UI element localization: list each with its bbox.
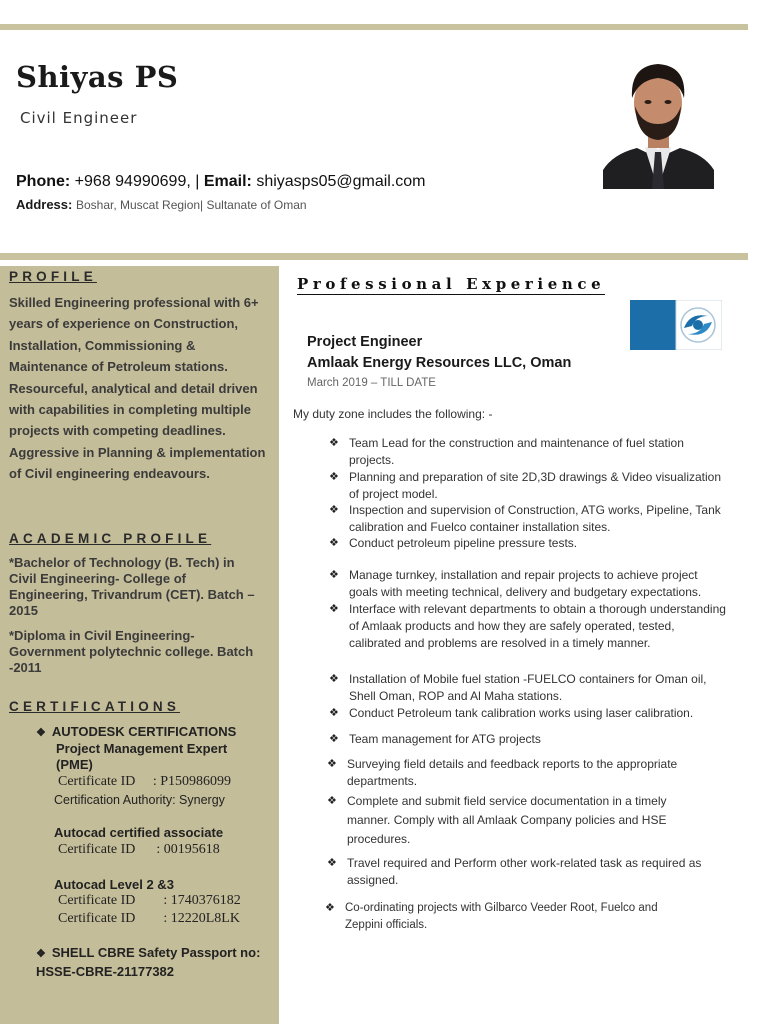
duty-intro: My duty zone includes the following: - bbox=[293, 407, 493, 421]
cert-shell-title: SHELL CBRE Safety Passport no: HSSE-CBRE-21177382 bbox=[36, 945, 261, 979]
diamond-bullet-icon: ❖ bbox=[329, 569, 339, 581]
contact-line bbox=[16, 173, 426, 191]
cert-assoc-title: Autocad certified associate bbox=[54, 825, 224, 840]
cert-pme-title: Project Management Expert (PME) bbox=[56, 741, 228, 772]
email-label: Email: bbox=[203, 173, 252, 190]
diamond-bullet-icon: ❖ bbox=[329, 707, 339, 719]
diamond-bullet-icon: ❖ bbox=[329, 603, 339, 615]
profile-photo-image bbox=[603, 58, 714, 189]
diamond-bullet-icon: ❖ bbox=[36, 948, 46, 960]
cert-shell bbox=[36, 944, 261, 980]
job-dates: March 2019 – TILL DATE bbox=[307, 377, 436, 389]
duty-item: ❖ Interface with relevant departments to obtain a thorough understanding of Amlaak products and how they are safely operated, tested, calibrated and problems are resolved in a timely manner. bbox=[329, 602, 726, 650]
diamond-bullet-icon: ❖ bbox=[329, 437, 339, 449]
duty-item: ❖ Inspection and supervision of Construction, ATG works, Pipeline, Tank calibration and Fuelco container installation sites. bbox=[329, 503, 721, 534]
academic-item-btech: *Bachelor of Technology (B. Tech) in Civil Engineering- College of Engineering, Trivandrum (CET). Batch – 2015 bbox=[9, 555, 255, 618]
profile-photo bbox=[603, 58, 714, 189]
company-logo-icon bbox=[630, 300, 722, 350]
diamond-bullet-icon: ❖ bbox=[327, 857, 337, 869]
profile-summary: Skilled Engineering professional with 6+ years of experience on Construction, Installation, Commissioning & Maintenance of Petroleum stations. Resourceful, analytical and detail driven with capabilities in completing multiple projects with competing deadlines. Aggressive in Planning & implementation of Civil engineering endeavours. bbox=[9, 295, 266, 482]
academic-heading: ACADEMIC PROFILE bbox=[9, 531, 212, 546]
top-divider-bar bbox=[0, 24, 748, 30]
duty-item: ❖ Team management for ATG projects bbox=[329, 732, 541, 746]
diamond-bullet-icon: ❖ bbox=[36, 727, 46, 739]
company-name: Amlaak Energy Resources LLC, Oman bbox=[307, 355, 572, 371]
diamond-bullet-icon: ❖ bbox=[329, 471, 339, 483]
duty-item: ❖ Conduct Petroleum tank calibration works using laser calibration. bbox=[329, 706, 694, 720]
cert-autodesk bbox=[36, 724, 236, 739]
candidate-role: Civil Engineer bbox=[20, 109, 138, 127]
duty-item: ❖ Co-ordinating projects with Gilbarco Veeder Root, Fuelco and Zeppini officials. bbox=[325, 902, 658, 931]
diamond-bullet-icon: ❖ bbox=[327, 795, 337, 807]
diamond-bullet-icon: ❖ bbox=[329, 673, 339, 685]
cert-assoc-id: Certificate ID : 00195618 bbox=[58, 842, 220, 857]
address-label: Address: bbox=[16, 197, 73, 212]
cert-autodesk-title: AUTODESK CERTIFICATIONS bbox=[51, 724, 237, 739]
cert-pme-id: Certificate ID : P150986099 bbox=[58, 774, 232, 789]
duty-item: ❖ Manage turnkey, installation and repair projects to achieve project goals with meeting technical, delivery and budgetary expectations. bbox=[329, 568, 702, 599]
experience-heading: Professional Experience bbox=[297, 275, 606, 293]
address-line bbox=[16, 197, 307, 212]
candidate-name: Shiyas PS bbox=[16, 60, 179, 94]
diamond-bullet-icon: ❖ bbox=[329, 733, 339, 745]
duty-item: ❖ Travel required and Perform other work-related task as required as assigned. bbox=[327, 856, 702, 887]
diamond-bullet-icon: ❖ bbox=[329, 504, 339, 516]
phone-label: Phone: bbox=[16, 173, 71, 190]
academic-item-diploma: *Diploma in Civil Engineering- Government polytechnic college. Batch -2011 bbox=[9, 628, 254, 675]
cert-level-id-2: Certificate ID : 12220L8LK bbox=[58, 911, 240, 926]
duty-item: ❖ Team Lead for the construction and maintenance of fuel station projects. bbox=[329, 436, 684, 467]
job-title: Project Engineer bbox=[307, 334, 423, 350]
cert-pme-authority: Certification Authority: Synergy bbox=[54, 793, 225, 807]
profile-heading: PROFILE bbox=[9, 269, 97, 284]
duty-item: ❖ Surveying field details and feedback reports to the appropriate departments. bbox=[327, 757, 678, 788]
diamond-bullet-icon: ❖ bbox=[327, 758, 337, 770]
duty-item: ❖ Conduct petroleum pipeline pressure tests. bbox=[329, 536, 578, 550]
duty-item: ❖ Planning and preparation of site 2D,3D drawings & Video visualization of project model. bbox=[329, 470, 722, 501]
duty-item: ❖ Complete and submit field service documentation in a timely manner. Comply with all Amlaak Company policies and HSE procedures. bbox=[327, 794, 667, 846]
certifications-heading: CERTIFICATIONS bbox=[9, 699, 181, 714]
cert-level-title: Autocad Level 2 &3 bbox=[54, 877, 174, 892]
diamond-bullet-icon: ❖ bbox=[329, 537, 339, 549]
email-value[interactable]: shiyasps05@gmail.com bbox=[256, 173, 426, 190]
cert-level-id-1: Certificate ID : 1740376182 bbox=[58, 893, 241, 908]
duty-item: ❖ Installation of Mobile fuel station -FUELCO containers for Oman oil, Shell Oman, ROP and Al Maha stations. bbox=[329, 672, 707, 703]
middle-divider-bar bbox=[0, 253, 748, 260]
phone-value: +968 94990699, | bbox=[74, 173, 200, 190]
company-logo bbox=[630, 300, 722, 350]
diamond-bullet-icon: ❖ bbox=[325, 902, 335, 914]
address-value: Boshar, Muscat Region| Sultanate of Oman bbox=[75, 198, 307, 212]
